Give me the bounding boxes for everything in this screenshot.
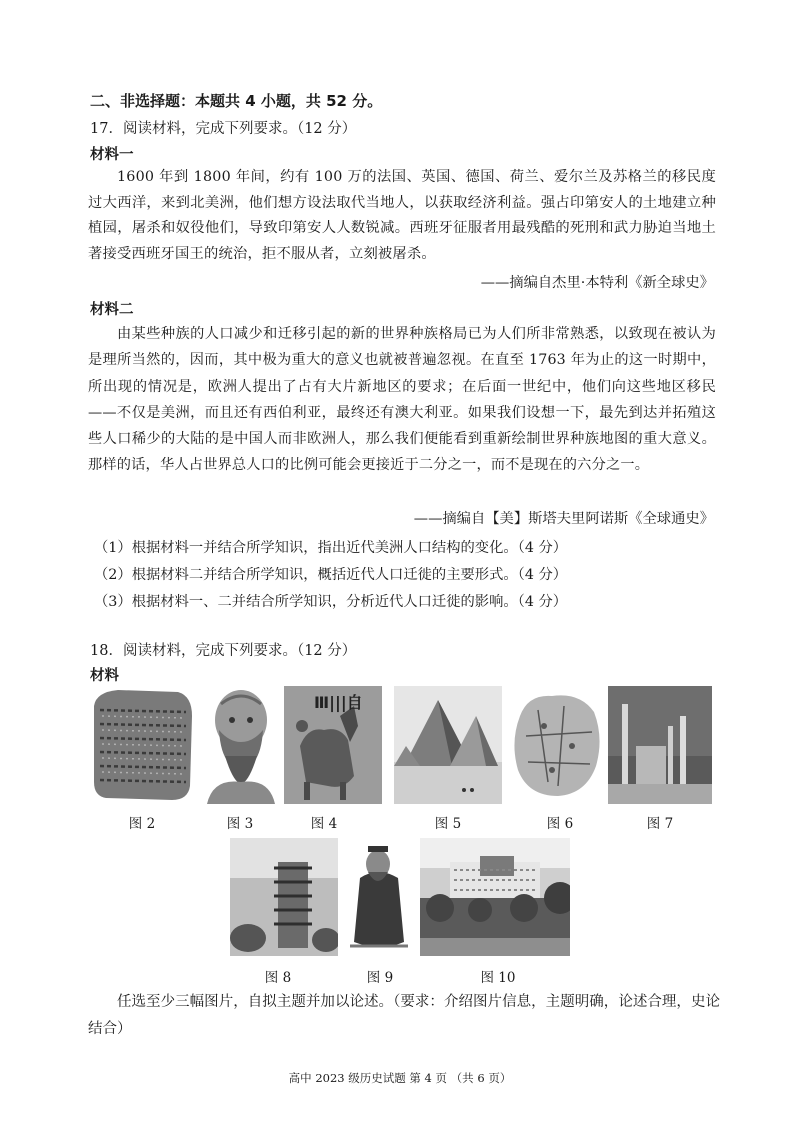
question-18-task: 任选至少三幅图片，自拟主题并加以论述。（要求：介绍图片信息，主题明确，论述合理，史论结合） <box>88 994 720 1037</box>
figure-5-caption: 图 5 <box>434 816 462 832</box>
figure-4-egyptian-relief <box>284 686 382 804</box>
question-18-title: 18．阅读材料，完成下列要求。（12 分） <box>90 643 357 659</box>
sub-question-3: （3）根据材料一、二并结合所学知识，分析近代人口迁徙的影响。（4 分） <box>94 594 568 610</box>
section-heading: 二、非选择题：本题共 4 小题，共 52 分。 <box>90 92 383 110</box>
sub-question-1: （1）根据材料一并结合所学知识，指出近代美洲人口结构的变化。（4 分） <box>94 540 568 556</box>
figure-4-caption: 图 4 <box>310 816 338 832</box>
material-2-label: 材料二 <box>90 302 134 318</box>
figure-2-cuneiform-tablet <box>88 686 196 804</box>
figure-10-potala-palace <box>420 838 570 956</box>
figure-8-caption: 图 8 <box>264 970 292 986</box>
figure-7-ruins-columns <box>608 686 712 804</box>
question-17-title: 17．阅读材料，完成下列要求。（12 分） <box>90 121 357 137</box>
material-2-text: 由某些种族的人口减少和迁移引起的新的世界种族格局已为人们所非常熟悉，以致现在被认为是理所当然的，因而，其中极为重大的意义也就被普遍忽视。在直至 1763 年为止的这一时期中，所出现的情况是，欧洲人提出了占有大片新地区的要求；在后面一世纪中，他们向这些地区移民——不仅是美洲，而且还有西伯利亚，最终还有澳大利亚。如果我们设想一下，最先到达并拓殖这些人口稀少的大陆的是中国人而非欧洲人，那么我们便能看到重新绘制世界种族地图的重大意义。那样的话，华人占世界总人口的比例可能会更接近于二分之一，而不是现在的六分之一。 <box>88 326 716 474</box>
page-footer: 高中 2023 级历史试题 第 4 页 （共 6 页） <box>288 1071 512 1085</box>
sub-question-2: （2）根据材料二并结合所学知识，概括近代人口迁徙的主要形式。（4 分） <box>94 567 568 583</box>
figure-4-glyphs: Ⅲ|||自 <box>314 693 363 712</box>
figure-5-pyramids <box>394 686 502 804</box>
figure-9-confucius <box>342 838 416 956</box>
material-1-text: 1600 年到 1800 年间，约有 100 万的法国、英国、德国、荷兰、爱尔兰及苏格兰的移民度过大西洋，来到北美洲，他们想方设法取代当地人，以获取经济利益。强占印第安人的土地建立种植园，屠杀和奴役他们，导致印第安人人数锐减。西班牙征服者用最残酷的死刑和武力胁迫当地土著接受西班牙国王的统治，拒不服从者，立刻被屠杀。 <box>88 169 716 262</box>
figure-9-caption: 图 9 <box>366 970 394 986</box>
figure-3-socrates-bust <box>199 686 281 804</box>
material-2-source: ——摘编自【美】斯塔夫里阿诺斯《全球通史》 <box>413 511 714 527</box>
figure-3-caption: 图 3 <box>226 816 254 832</box>
material-1-source: ——摘编自杰里·本特利《新全球史》 <box>480 275 714 291</box>
figure-6-caption: 图 6 <box>546 816 574 832</box>
figure-10-caption: 图 10 <box>480 970 516 986</box>
figure-2-caption: 图 2 <box>128 816 156 832</box>
figure-7-caption: 图 7 <box>646 816 674 832</box>
material-1-label: 材料一 <box>90 147 134 163</box>
figure-8-mogao-temple <box>230 838 338 956</box>
material-label: 材料 <box>90 668 119 684</box>
figure-6-clay-map <box>508 686 606 804</box>
